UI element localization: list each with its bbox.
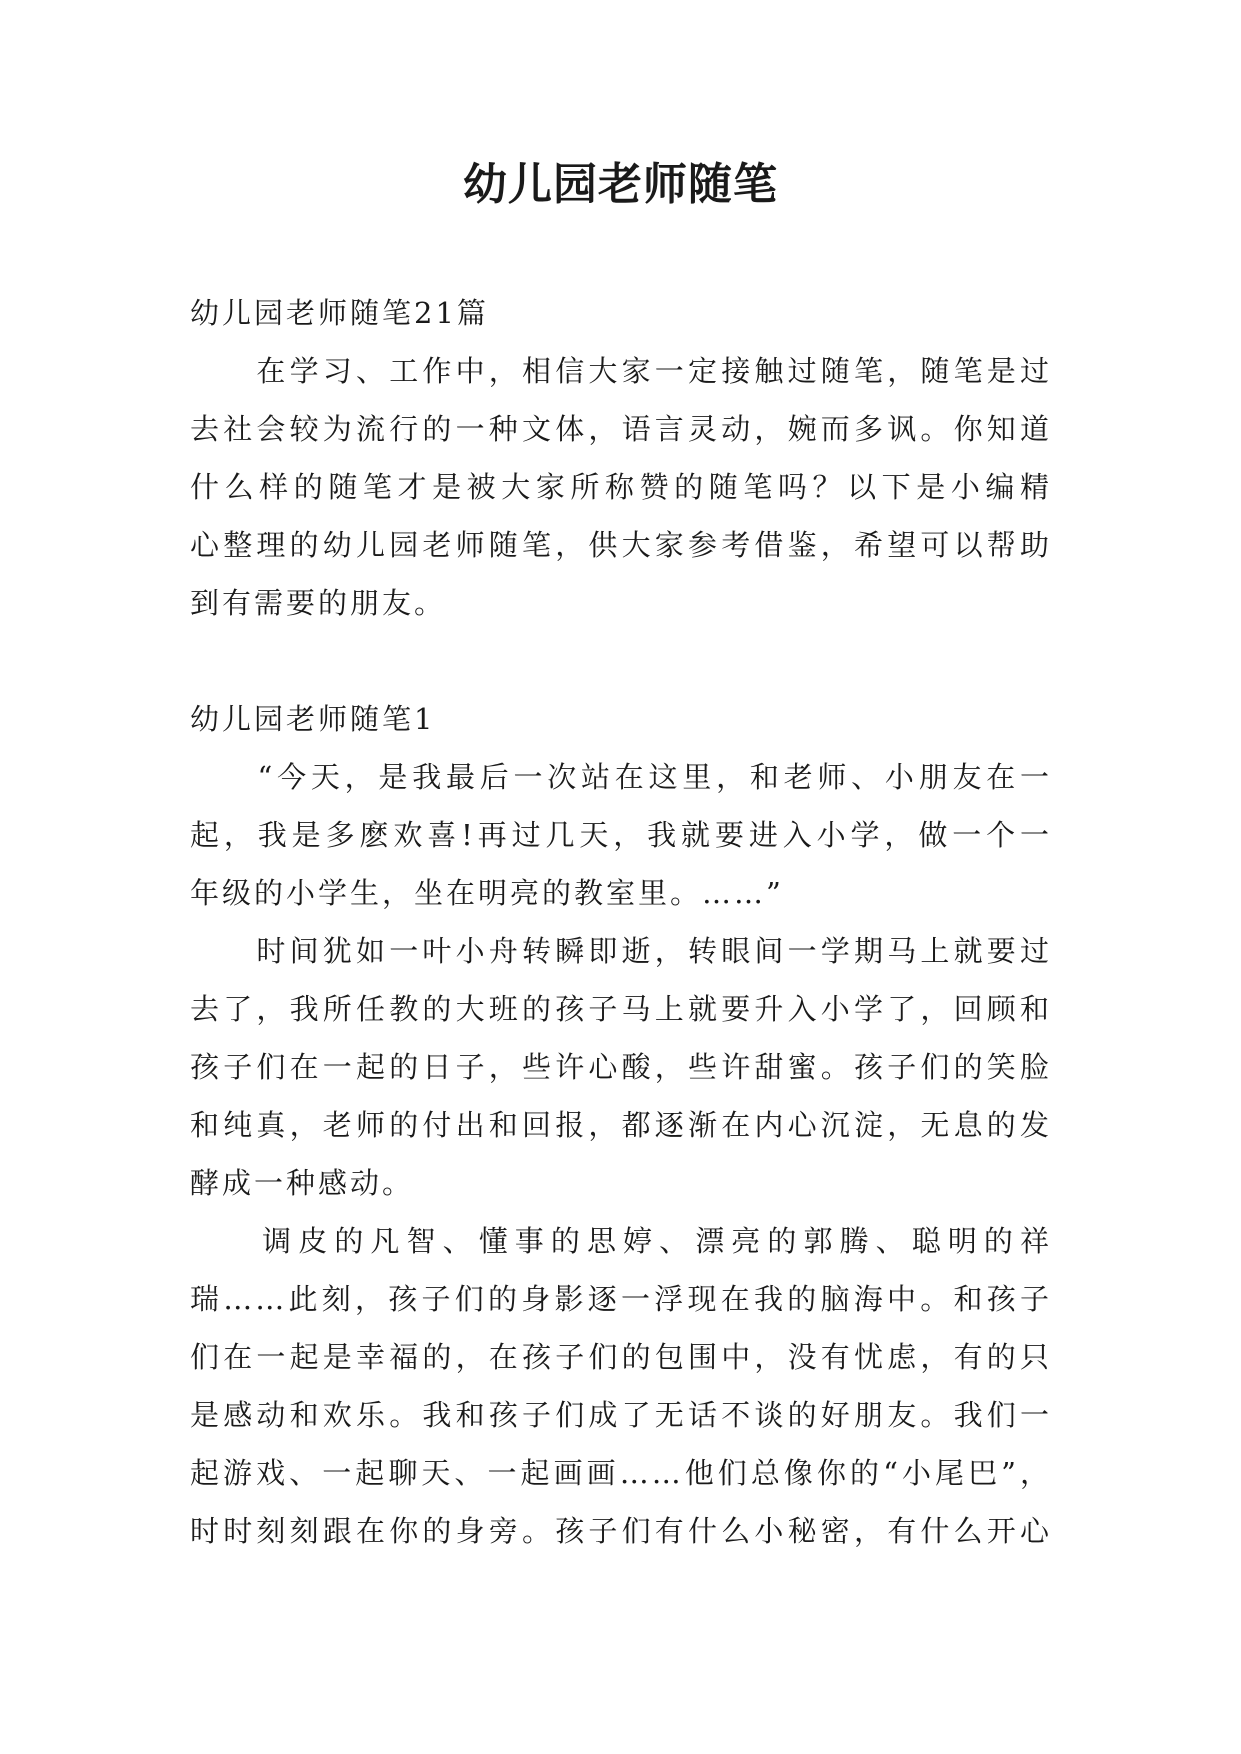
text-line: “今天，是我最后一次站在这里，和老师、小朋友在一 <box>190 760 1052 794</box>
article-subtitle: 幼儿园老师随笔21篇 <box>190 296 489 330</box>
intro-paragraph <box>190 342 1052 632</box>
paragraph-2 <box>190 922 1052 1212</box>
section-heading: 幼儿园老师随笔1 <box>190 702 436 736</box>
document-body <box>190 284 1052 1560</box>
text-line: 和纯真，老师的付出和回报，都逐渐在内心沉淀，无息的发 <box>190 1108 1052 1142</box>
text-line: 们在一起是幸福的，在孩子们的包围中，没有忧虑，有的只 <box>190 1340 1052 1374</box>
paragraph-3 <box>190 1212 1052 1560</box>
text-line: 什么样的随笔才是被大家所称赞的随笔吗？以下是小编精 <box>190 470 1052 504</box>
text-line: 是感动和欢乐。我和孩子们成了无话不谈的好朋友。我们一 <box>190 1398 1052 1432</box>
text-line: 去了，我所任教的大班的孩子马上就要升入小学了，回顾和 <box>190 992 1052 1026</box>
text-line: 到有需要的朋友。 <box>190 586 447 620</box>
text-line: 心整理的幼儿园老师随笔，供大家参考借鉴，希望可以帮助 <box>190 528 1052 562</box>
text-line: 时时刻刻跟在你的身旁。孩子们有什么小秘密，有什么开心 <box>190 1514 1052 1548</box>
text-line: 酵成一种感动。 <box>190 1166 415 1200</box>
text-line: 调皮的凡智、懂事的思婷、漂亮的郭腾、聪明的祥 <box>190 1224 1052 1258</box>
document-title: 幼儿园老师随笔 <box>463 159 778 210</box>
text-line: 孩子们在一起的日子，些许心酸，些许甜蜜。孩子们的笑脸 <box>190 1050 1052 1084</box>
text-line: 时间犹如一叶小舟转瞬即逝，转眼间一学期马上就要过 <box>190 934 1052 968</box>
text-line: 在学习、工作中，相信大家一定接触过随笔，随笔是过 <box>190 354 1052 388</box>
blank-line <box>190 632 1052 690</box>
text-line: 年级的小学生，坐在明亮的教室里。……” <box>190 876 784 910</box>
text-line: 起游戏、一起聊天、一起画画……他们总像你的“小尾巴”， <box>190 1456 1052 1490</box>
text-line: 去社会较为流行的一种文体，语言灵动，婉而多讽。你知道 <box>190 412 1052 446</box>
text-line: 起，我是多麽欢喜!再过几天，我就要进入小学，做一个一 <box>190 818 1052 852</box>
paragraph-1 <box>190 748 1052 922</box>
text-line: 瑞……此刻，孩子们的身影逐一浮现在我的脑海中。和孩子 <box>190 1282 1052 1316</box>
